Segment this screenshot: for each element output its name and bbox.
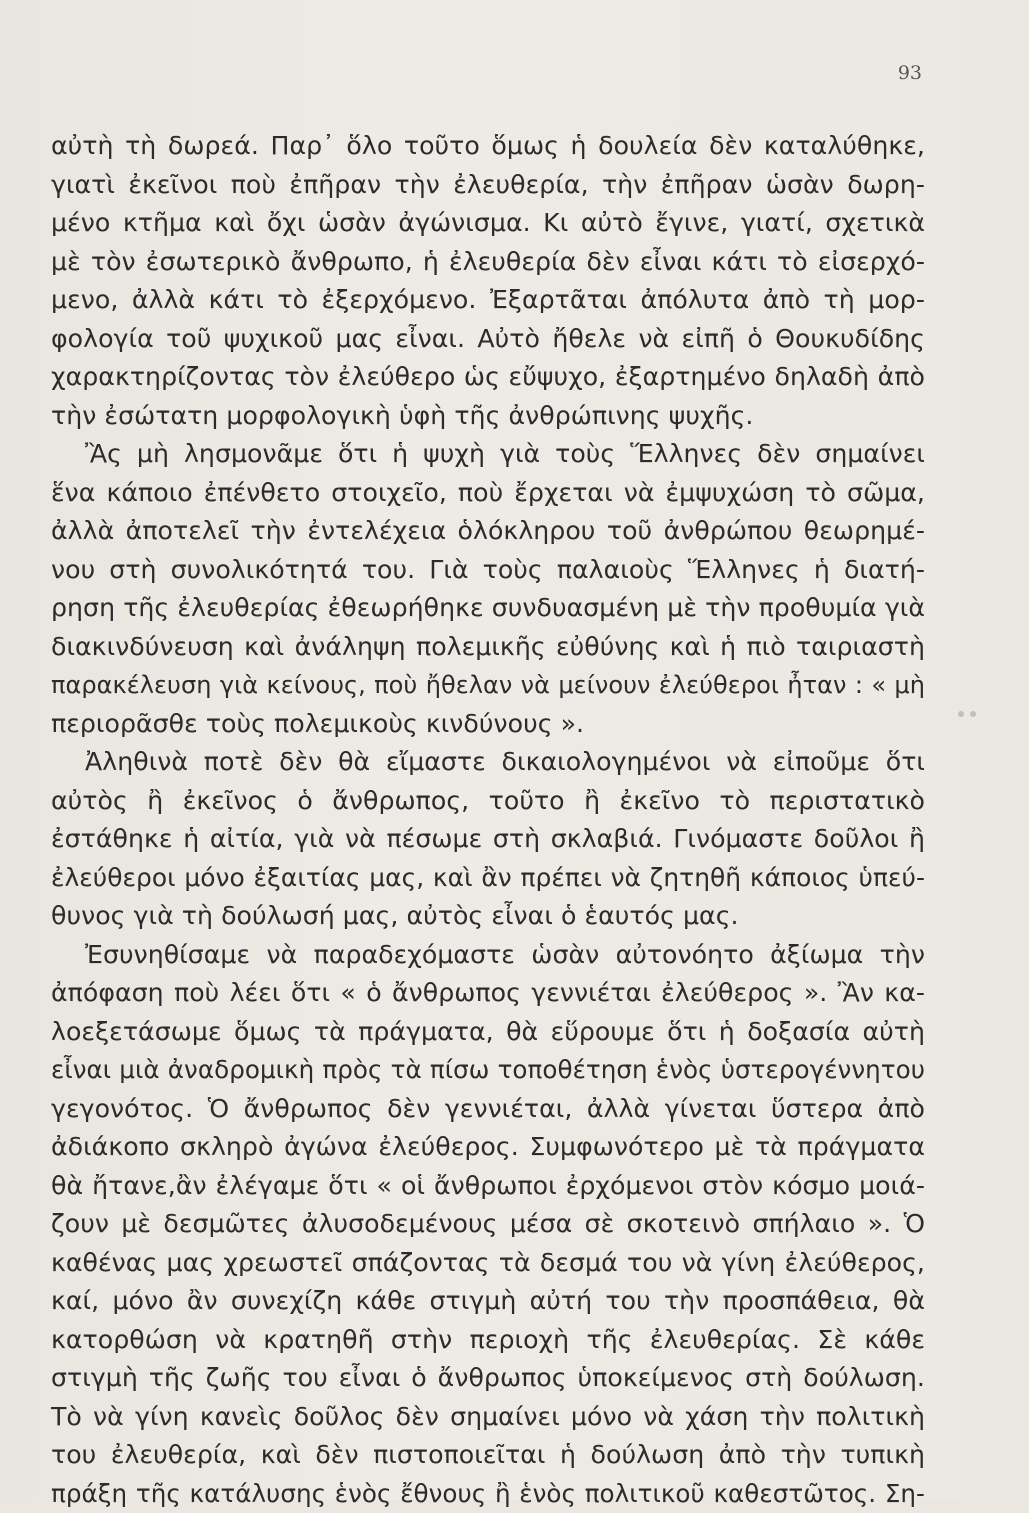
text-line: στιγμὴ τῆς ζωῆς του εἶναι ὁ ἄνθρωπος ὑποκείμενος στὴ δούλωση. — [51, 1359, 925, 1398]
body-text — [51, 127, 925, 1513]
text-line: ἐλεύθεροι μόνο ἐξαιτίας μας, καὶ ἂν πρέπει νὰ ζητηθῆ κάποιος ὑπεύ- — [51, 859, 925, 898]
text-line: καθένας μας χρεωστεῖ σπάζοντας τὰ δεσμά του νὰ γίνη ἐλεύθερος, — [51, 1244, 925, 1283]
text-line: χαρακτηρίζοντας τὸν ἐλεύθερο ὡς εὔψυχο, ἐξαρτημένο δηλαδὴ ἀπὸ — [51, 358, 925, 397]
text-line: φολογία τοῦ ψυχικοῦ μας εἶναι. Αὐτὸ ἤθελε νὰ εἰπῆ ὁ Θουκυδίδης — [51, 320, 925, 359]
paragraph-start-line: Ἐσυνηθίσαμε νὰ παραδεχόμαστε ὡσὰν αὐτονόητο ἀξίωμα τὴν — [51, 936, 925, 975]
text-line: εἶναι μιὰ ἀναδρομικὴ πρὸς τὰ πίσω τοποθέτηση ἑνὸς ὑστερογέννητου — [51, 1051, 925, 1090]
text-line: γεγονότος. Ὁ ἄνθρωπος δὲν γεννιέται, ἀλλὰ γίνεται ὕστερα ἀπὸ — [51, 1090, 925, 1129]
paragraph-start-line: Ἂς μὴ λησμονᾶμε ὅτι ἡ ψυχὴ γιὰ τοὺς Ἕλληνες δὲν σημαίνει — [51, 435, 925, 474]
text-line: τὴν ἐσώτατη μορφολογικὴ ὑφὴ τῆς ἀνθρώπινης ψυχῆς. — [51, 397, 925, 436]
text-line: παρακέλευση γιὰ κείνους, ποὺ ἤθελαν νὰ μείνουν ἐλεύθεροι ἦταν : « μὴ — [51, 666, 925, 705]
text-line: ἕνα κάποιο ἐπένθετο στοιχεῖο, ποὺ ἔρχεται νὰ ἐμψυχώση τὸ σῶμα, — [51, 474, 925, 513]
text-line: γιατὶ ἐκεῖνοι ποὺ ἐπῆραν τὴν ἐλευθερία, τὴν ἐπῆραν ὡσὰν δωρη- — [51, 166, 925, 205]
text-line: ἐστάθηκε ἡ αἰτία, γιὰ νὰ πέσωμε στὴ σκλαβιά. Γινόμαστε δοῦλοι ἢ — [51, 820, 925, 859]
text-line: νου στὴ συνολικότητά του. Γιὰ τοὺς παλαιοὺς Ἕλληνες ἡ διατή- — [51, 551, 925, 590]
text-line: κατορθώση νὰ κρατηθῆ στὴν περιοχὴ τῆς ἐλευθερίας. Σὲ κάθε — [51, 1321, 925, 1360]
text-line: πράξη τῆς κατάλυσης ἑνὸς ἔθνους ἢ ἑνὸς πολιτικοῦ καθεστῶτος. Ση- — [51, 1475, 925, 1513]
text-line: μενο, ἀλλὰ κάτι τὸ ἐξερχόμενο. Ἐξαρτᾶται ἀπόλυτα ἀπὸ τὴ μορ- — [51, 281, 925, 320]
text-line: μένο κτῆμα καὶ ὄχι ὡσὰν ἀγώνισμα. Κι αὐτὸ ἔγινε, γιατί, σχετικὰ — [51, 204, 925, 243]
text-line: ἀλλὰ ἀποτελεῖ τὴν ἐντελέχεια ὁλόκληρου τοῦ ἀνθρώπου θεωρημέ- — [51, 512, 925, 551]
text-line: περιορᾶσθε τοὺς πολεμικοὺς κινδύνους ». — [51, 705, 925, 744]
text-line: Τὸ νὰ γίνη κανεὶς δοῦλος δὲν σημαίνει μόνο νὰ χάση τὴν πολιτικὴ — [51, 1398, 925, 1437]
text-line: ἀδιάκοπο σκληρὸ ἀγώνα ἐλεύθερος. Συμφωνότερο μὲ τὰ πράγματα — [51, 1128, 925, 1167]
text-line: καί, μόνο ἂν συνεχίζη κάθε στιγμὴ αὐτή του τὴν προσπάθεια, θὰ — [51, 1282, 925, 1321]
text-line: θυνος γιὰ τὴ δούλωσή μας, αὐτὸς εἶναι ὁ ἑαυτός μας. — [51, 897, 925, 936]
text-line: αὐτὴ τὴ δωρεά. Παρ᾽ ὅλο τοῦτο ὅμως ἡ δουλεία δὲν καταλύθηκε, — [51, 127, 925, 166]
paragraph-start-line: Ἀληθινὰ ποτὲ δὲν θὰ εἴμαστε δικαιολογημένοι νὰ εἰποῦμε ὅτι — [51, 743, 925, 782]
text-line: μὲ τὸν ἐσωτερικὸ ἄνθρωπο, ἡ ἐλευθερία δὲν εἶναι κάτι τὸ εἰσερχό- — [51, 243, 925, 282]
text-line: του ἐλευθερία, καὶ δὲν πιστοποιεῖται ἡ δούλωση ἀπὸ τὴν τυπικὴ — [51, 1436, 925, 1475]
text-line: ἀπόφαση ποὺ λέει ὅτι « ὁ ἄνθρωπος γεννιέται ἐλεύθερος ». Ἂν κα- — [51, 974, 925, 1013]
text-line: λοεξετάσωμε ὅμως τὰ πράγματα, θὰ εὕρουμε ὅτι ἡ δοξασία αὐτὴ — [51, 1013, 925, 1052]
text-line: ρηση τῆς ἐλευθερίας ἐθεωρήθηκε συνδυασμένη μὲ τὴν προθυμία γιὰ — [51, 589, 925, 628]
text-line: αὐτὸς ἢ ἐκεῖνος ὁ ἄνθρωπος, τοῦτο ἢ ἐκεῖνο τὸ περιστατικὸ — [51, 782, 925, 821]
margin-mark — [958, 702, 988, 710]
page-number: 93 — [870, 62, 922, 84]
text-line: θὰ ἤτανε,ἂν ἐλέγαμε ὅτι « οἱ ἄνθρωποι ἐρχόμενοι στὸν κόσμο μοιά- — [51, 1167, 925, 1206]
text-line: διακινδύνευση καὶ ἀνάληψη πολεμικῆς εὐθύνης καὶ ἡ πιὸ ταιριαστὴ — [51, 628, 925, 667]
text-line: ζουν μὲ δεσμῶτες ἀλυσοδεμένους μέσα σὲ σκοτεινὸ σπήλαιο ». Ὁ — [51, 1205, 925, 1244]
